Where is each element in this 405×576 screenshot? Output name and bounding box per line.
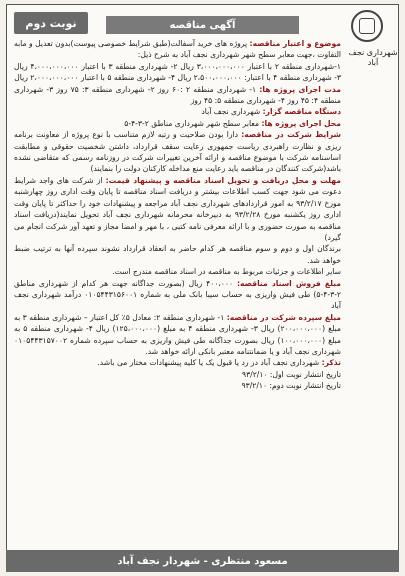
section-text: شهرداری نجف آباد bbox=[201, 107, 261, 117]
section-text: ۱- شهرداری منطقه ۲: معادل ۵٪ کل اعتبار – شهرداری منطقه ۳ به مبلغ (۲۰۰،۰۰۰،۰۰۰) ریال ۳- شهرداری منطقه ۴ به مبلغ (۱۲۵،۰۰۰،۰۰۰) ریال ۴- شهرداری منطقه ۵ به مبلغ (۱۰۰،۰۰۰،۰۰۰) ریال بصورت جداگانه طی فیش واریزی به حساب سپرده شماره ۰۱۰۵۴۴۳۱۵۷۰۰۲ شهرداری نجف آباد و یا ضمانتنامه معتبر بانکی ارائه خواهد شد. bbox=[14, 312, 342, 356]
notice-paragraph bbox=[14, 369, 341, 380]
section-heading: تذکر: bbox=[321, 358, 341, 368]
notice-paragraph bbox=[14, 278, 341, 312]
section-text: معابر سطح شهر شهرداری مناطق ۲-۳-۴-۵ bbox=[124, 118, 260, 128]
section-heading: مدت اجرای پروژه ها: bbox=[259, 84, 341, 94]
notice-paragraph bbox=[14, 357, 341, 368]
section-heading: مبلغ فروش اسناد مناقصه: bbox=[236, 278, 341, 288]
publication-badge: نوبت دوم bbox=[14, 12, 88, 34]
section-text: شهرداری نجف آباد در رد یا قبول یک یا کلیه پیشنهادات مختار می باشد. bbox=[97, 358, 320, 368]
notice-paragraph bbox=[14, 243, 341, 266]
section-text: از شرکت های واجد شرایط دعوت می شود جهت کسب اطلاعات بیشتر و دریافت اسناد مناقصه تا پایان وقت اداری روز چهارشنبه مورخ ۹۳/۲/۱۷ به امور قراردادهای شهرداری نجف آباد مراجعه و پیشنهادات خود را حداکثر تا پایان وقت اداری روز یکشنبه مورخ ۹۳/۲/۲۸ به دبیرخانه محرمانه شهرداری نجف آباد تحویل نمایند(دریافت اسناد مناقصه به صورت حضوری و با ارائه معرفی نامه کتبی ، با مهر و امضا مجاز و تعهد آور شرکت انجام می گیرد) bbox=[14, 175, 342, 242]
notice-paragraph bbox=[14, 175, 341, 243]
section-text: تاریخ انتشار نوبت اول: ۹۳/۲/۱۰ bbox=[241, 369, 341, 379]
section-text: پروژه های خرید آسفالت(طبق شرایط خصوصی پیوست)بدون تعدیل و مابه التفاوت ،جهت معابر سطح شهر شهرداری نجف آباد به شرح ذیل: bbox=[14, 39, 341, 60]
municipality-logo-icon bbox=[351, 10, 383, 42]
notice-paragraph bbox=[14, 380, 341, 391]
notice-paragraph bbox=[14, 129, 341, 175]
org-name: شهرداری نجف آباد bbox=[348, 48, 398, 67]
notice-paragraph bbox=[14, 38, 341, 61]
section-text: دارا بودن صلاحیت و رتبه لازم متناسب با نوع پروژه از معاونت برنامه ریزی و نظارت راهبردی ریاست جمهوری رعایت سقف قرارداد، داشتن شخصیت حقوقی و مطابقت اساسنامه شرکت با موضوع مناقصه و ارائه آخرین تغییرات شرکت در روزنامه رسمی که متقاضی نشده باشد(شرکت کنندگان در مناقصه باید رعایت منع مداخله کارکنان دولت را بنمایند) bbox=[14, 130, 341, 174]
section-heading: مهلت و محل دریافت و تحویل اسناد مناقصه و پیشنهاد قیمت: bbox=[105, 175, 341, 185]
signature-footer: مسعود منتظری - شهردار نجف آباد bbox=[6, 550, 399, 572]
section-text: ۴۰۰،۰۰۰ ریال (بصورت جداگانه جهت هر کدام از شهرداری مناطق ۲-۳-۴-۵) طی فیش واریزی به حساب سیبا بانک ملی به شماره ۰۱۰۵۴۴۳۱۵۶۰۰۱ درآمد شهرداری نجف آباد bbox=[14, 278, 341, 311]
notice-paragraph bbox=[14, 61, 341, 84]
notice-title: آگهی مناقصه bbox=[106, 16, 299, 34]
section-heading: مبلغ سپرده شرکت در مناقصه: bbox=[226, 312, 342, 322]
notice-paragraph bbox=[14, 84, 341, 107]
section-text: تاریخ انتشار نوبت دوم: ۹۳/۲/۱۰ bbox=[241, 381, 341, 391]
section-text: ۱-شهرداری منطقه ۲ با اعتبار ۳،۰۰۰،۰۰۰،۰۰۰ ریال ۲- شهرداری منطقه ۳ با اعتبار ۴،۰۰۰،۰۰۰،۰۰۰ ریال ۳- شهرداری منطقه ۴ با اعتبار: ۲،۵۰۰،۰۰۰،۰۰۰ ریال ۴- شهرداری منطقه ۵ با اعتبار ۲،۰۰۰،۰۰۰،۰۰۰ ریال bbox=[14, 61, 341, 83]
notice-paragraph bbox=[14, 312, 341, 358]
section-text: سایر اطلاعات و جزئیات مربوط به مناقصه در اسناد مناقصه مندرج است. bbox=[112, 267, 341, 277]
notice-body bbox=[14, 38, 341, 392]
section-text: ۱- شهرداری منطقه ۲ :۶۰ روز ۲- شهرداری منطقه ۳: ۷۵ روز ۳- شهرداری منطقه ۴: ۴۵ روز ۴- شهرداری منطقه ۵: ۴۵ روز bbox=[14, 84, 341, 106]
section-text: برندگان اول و دوم و سوم مناقصه هر کدام حاضر به انعقاد قرارداد نشوند سپرده آنها به ترتیب ضبط خواهد شد. bbox=[14, 244, 341, 265]
notice-paragraph bbox=[14, 266, 341, 277]
section-heading: موضوع و اعتبار مناقصه: bbox=[249, 39, 341, 48]
notice-paragraph bbox=[14, 118, 341, 129]
notice-paragraph bbox=[14, 106, 341, 117]
section-heading: محل اجرای پروژه ها: bbox=[261, 118, 341, 128]
section-heading: دستگاه مناقصه گزار: bbox=[262, 107, 341, 117]
section-heading: شرایط شرکت در مناقصه: bbox=[241, 130, 342, 140]
